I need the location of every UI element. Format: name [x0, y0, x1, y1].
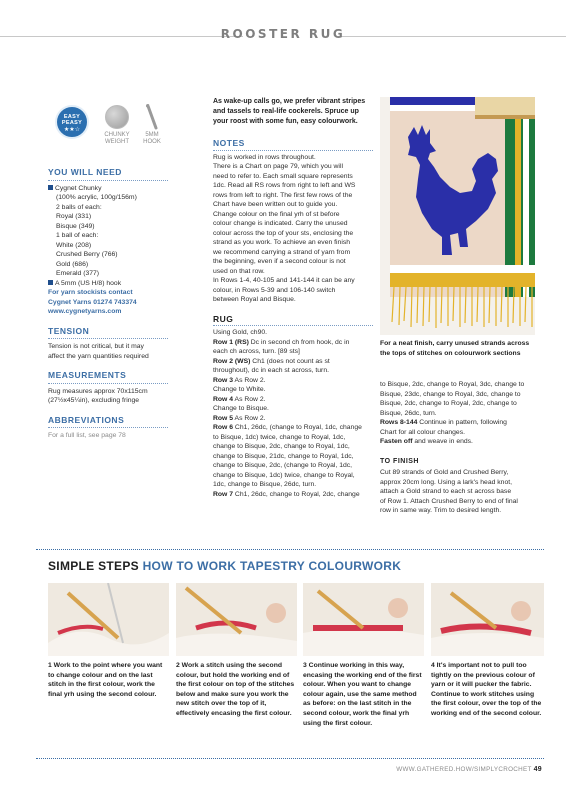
tension-line1: Tension is not critical, but it may — [48, 343, 144, 350]
balls-each: 2 balls of each: — [56, 203, 102, 211]
measurements-heading: MEASUREMENTS — [48, 371, 168, 384]
rug-heading: RUG — [213, 315, 373, 327]
easy-badge-line2: PEASY — [61, 120, 83, 126]
hook-size-label: 5MM HOOK — [143, 132, 161, 145]
step-3-illustration — [303, 583, 424, 656]
intro-text: As wake-up calls go, we prefer vibrant stripes and tassels to real-life cockerels. Spruce up your roost with some fun, easy colourwork. — [213, 98, 366, 125]
step-3-photo — [303, 583, 424, 656]
color-white: White (208) — [56, 241, 92, 249]
notes-heading: NOTES — [213, 139, 373, 151]
crochet-hook-icon — [144, 104, 160, 130]
step-2-text: 2 Work a stitch using the second colour, but hold the working end of the first colour on top of the stitches below and make sure you work the new stitch over the top of it, effectively encasing the first colour. — [176, 662, 295, 717]
skill-badges — [47, 100, 167, 150]
photo-caption: For a neat finish, carry unused strands across the tops of stitches on colourwork sections — [380, 340, 530, 357]
tension-heading: TENSION — [48, 327, 168, 340]
hook-line: A 5mm (US H/8) hook — [48, 279, 168, 289]
one-ball-each: 1 ball of each: — [56, 232, 99, 239]
step-1-text: 1 Work to the point where you want to change colour and on the last stitch in the first colour, work the final yrh using the second colour. — [48, 662, 163, 698]
step-1-photo — [48, 583, 169, 656]
difficulty-stars: ★★☆ — [63, 127, 81, 133]
easy-peasy-badge — [55, 105, 89, 139]
continuation-column: to Bisque, 2dc, change to Royal, 3dc, change to Bisque, 23dc, change to Royal, 3dc, change to Bisque, 2dc, change to Royal, 2dc, change to Bisque, 26dc, turn. Rows 8-144 Continue in pattern, following Chart for all colour changes. Fasten off and weave in ends. TO FINISH Cut 89 strands of Gold and Crushed Berry, approx 20cm long. Using a lark's head knot, attach a Gold strand to each st across base of Row 1. Attach Crushed Berry to end of final row in same way. Trim to desired length. — [380, 380, 542, 516]
bullet-square-icon — [48, 280, 53, 285]
yarn-ball-icon — [105, 105, 129, 129]
step-1-illustration — [48, 583, 169, 656]
color-royal: Royal (331) — [56, 213, 92, 220]
simple-steps-title: SIMPLE STEPS HOW TO WORK TAPESTRY COLOURWORK — [48, 559, 402, 573]
you-will-need-heading: YOU WILL NEED — [48, 168, 168, 181]
step-3-text: 3 Continue working in this way, encasing the working end of the first colour. When you want to change colour again, use the same method as before: on the last stitch in the second colour, work the final yrh using the first colour. — [303, 662, 422, 727]
step-2-illustration — [176, 583, 297, 656]
footer-url[interactable]: WWW.GATHERED.HOW/SIMPLYCROCHET — [396, 766, 532, 773]
step-4-text: 4 It's important not to pull too tightly on the previous colour of yarn or it will pucker the fabric. Continue to work stitches using the first colour, over the top of the working end of the second colour. — [431, 662, 542, 717]
instructions-column — [213, 97, 373, 499]
tension-line2: affect the yarn quantities required — [48, 352, 149, 360]
measurements-line2: (27½x45¼in), excluding fringe — [48, 397, 140, 404]
page-number: 49 — [533, 766, 542, 773]
color-emerald: Emerald (377) — [56, 270, 100, 277]
easy-badge-line1: EASY — [63, 114, 81, 120]
yarn-line: Cygnet Chunky — [48, 184, 168, 194]
step-2-photo — [176, 583, 297, 656]
abbreviations-line1: For a full list, see page 78 — [48, 432, 126, 439]
stockists-line1: For yarn stockists contact — [48, 289, 133, 296]
to-finish-heading: TO FINISH — [380, 457, 419, 465]
stockists-url[interactable]: www.cygnetyarns.com — [48, 308, 122, 315]
notes-body: Rug is worked in rows throughout. There is a Chart on page 79, which you will need to refer to. Each small square represents 1dc. Read all RS rows from right to left and WS rows from left to right. The first few rows of the Chart have been written out to guide you. Change colour on the final yrh of st before colour change is indicated. Carry the unused colour across the top of your sts, enclosing the strand as you work. To achieve an even finish we recommend carrying a strand of yarn from the beginning, even if a second colour is not used on that row. In Rows 1-4, 40-105 and 141-144 it can be any colour, in Rows 5-39 and 106-140 switch between Royal and Bisque. — [213, 153, 356, 303]
materials-column — [48, 168, 168, 441]
color-gold: Gold (686) — [56, 260, 89, 268]
bullet-square-icon — [48, 185, 53, 190]
yarn-weight-label: CHUNKY WEIGHT — [104, 132, 130, 145]
color-crushed-berry: Crushed Berry (766) — [56, 251, 118, 258]
rooster-rug-illustration — [380, 97, 535, 335]
abbreviations-heading: ABBREVIATIONS — [48, 416, 168, 429]
yarn-detail: (100% acrylic, 100g/156m) — [56, 194, 137, 201]
page-footer — [0, 766, 542, 773]
measurements-line1: Rug measures approx 70x115cm — [48, 387, 148, 395]
color-bisque: Bisque (349) — [56, 222, 95, 230]
page-title: ROOSTER RUG — [220, 27, 346, 41]
step-4-photo — [431, 583, 544, 656]
rug-body: Using Gold, ch90. Row 1 (RS) Dc in second ch from hook, dc in each ch across, turn. [89 sts] Row 2 (WS) Ch1 (does not count as st throughout), dc in each st across, turn. Row 3 As Row 2. Change to White. Row 4 As Row 2. Change to Bisque. Row 5 As Row 2. Row 6 Ch1, 26dc, (change to Royal, 1dc, change to Bisque, 1dc) twice, change to Royal, 1dc, change to Bisque, 2dc, change to Royal, 1dc, change to Bisque, 21dc, change to Royal, 1dc, change to Bisque, 2dc, (change to Royal, 1dc, change to Bisque, 1dc) twice, change to Royal, 1dc, change to Bisque, 26dc, turn. Row 7 Ch1, 26dc, change to Royal, 2dc, change — [213, 329, 362, 498]
step-4-illustration — [431, 583, 544, 656]
rooster-rug-photo — [380, 97, 535, 335]
stockists-phone: Cygnet Yarns 01274 743374 — [48, 298, 137, 306]
